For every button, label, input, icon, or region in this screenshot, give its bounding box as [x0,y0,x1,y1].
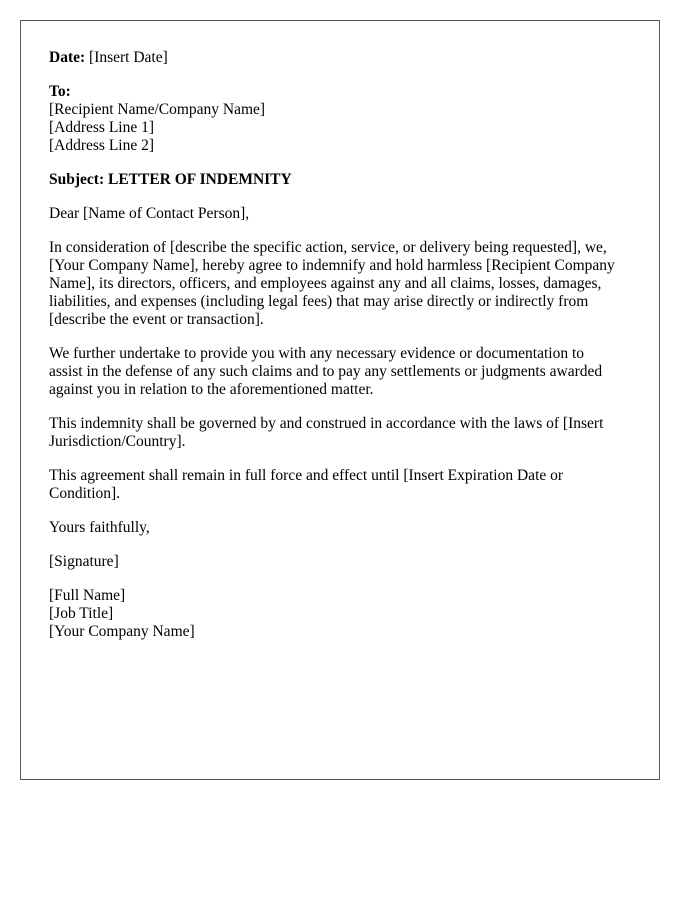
date-line [49,49,639,67]
paragraph-line: We further undertake to provide you with any necessary evidence or documentation to [49,345,585,362]
letter-page [20,20,660,780]
salutation [49,205,639,223]
closing [49,519,639,537]
date-value: [Insert Date] [89,49,168,66]
paragraph-line: assist in the defense of any such claims and to pay any settlements or judgments awarded [49,363,603,380]
paragraph-line: [Your Company Name], hereby agree to indemnify and hold harmless [Recipient Company [49,257,615,274]
signature-placeholder [49,553,639,571]
closing-text: Yours faithfully, [49,519,150,536]
address-line-1: [Address Line 1] [49,119,155,136]
paragraph-line: This indemnity shall be governed by and construed in accordance with the laws of [Insert [49,415,604,432]
paragraph-governing-law [49,415,639,451]
recipient-block [49,83,639,155]
date-label: Date: [49,49,86,66]
paragraph-line: against you in relation to the aforementioned matter. [49,381,374,398]
letter-content [49,49,639,657]
to-label: To: [49,83,71,100]
paragraph-line: [describe the event or transaction]. [49,311,264,328]
address-line-2: [Address Line 2] [49,137,155,154]
paragraph-line: Condition]. [49,485,121,502]
subject-label: Subject: [49,171,105,188]
salutation-text: Dear [Name of Contact Person], [49,205,250,222]
subject-value: LETTER OF INDEMNITY [107,171,292,188]
paragraph-line: This agreement shall remain in full force and effect until [Insert Expiration Date or [49,467,564,484]
paragraph-line: liabilities, and expenses (including legal fees) that may arise directly or indirectly from [49,293,589,310]
signer-full-name: [Full Name] [49,587,126,604]
signer-job-title: [Job Title] [49,605,114,622]
signer-company-name: [Your Company Name] [49,623,195,640]
paragraph-line: In consideration of [describe the specific action, service, or delivery being requested], we, [49,239,607,256]
subject-line [49,171,639,189]
signer-block [49,587,639,641]
paragraph-line: Name], its directors, officers, and employees against any and all claims, losses, damages, [49,275,602,292]
paragraph-line: Jurisdiction/Country]. [49,433,186,450]
paragraph-undertaking [49,345,639,399]
signature-text: [Signature] [49,553,119,570]
paragraph-consideration [49,239,639,329]
paragraph-duration [49,467,639,503]
recipient-name: [Recipient Name/Company Name] [49,101,266,118]
